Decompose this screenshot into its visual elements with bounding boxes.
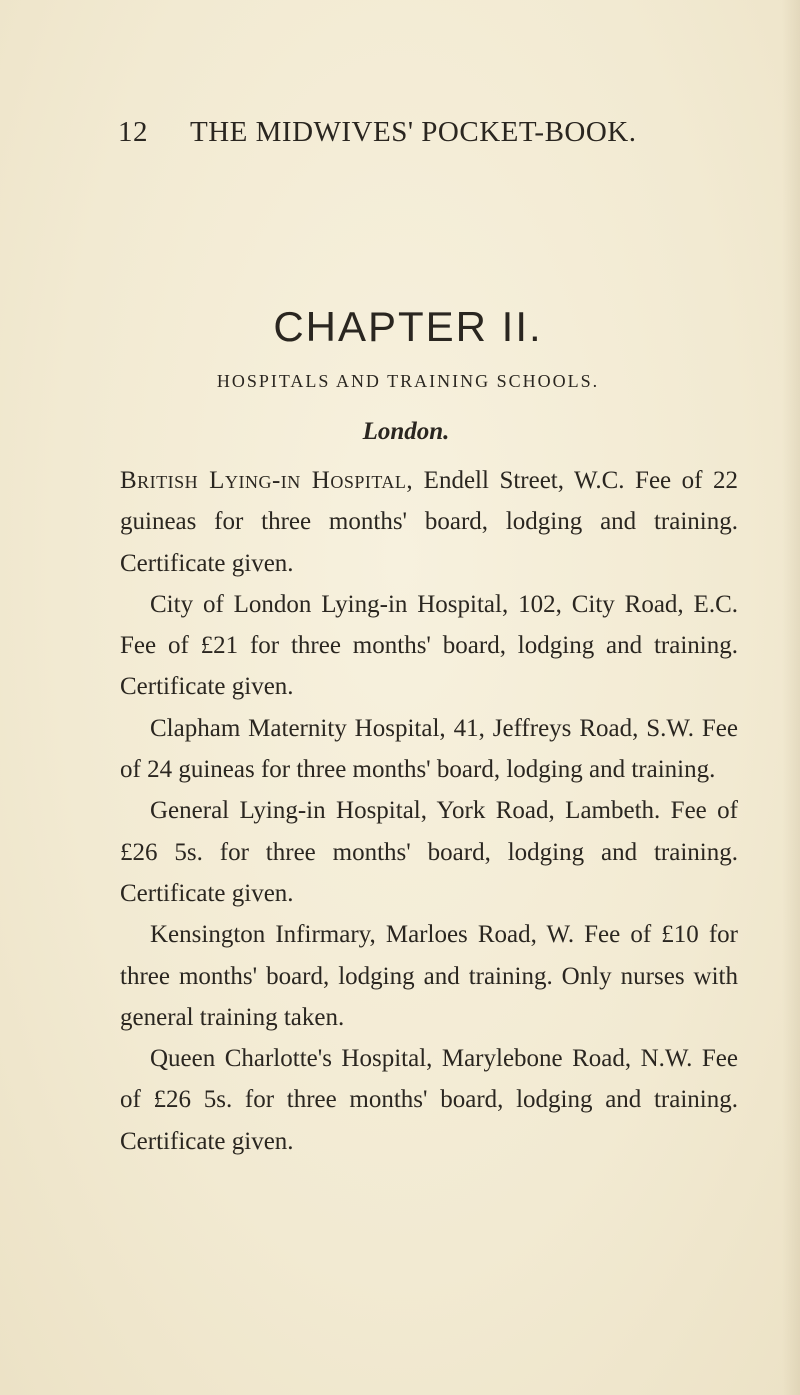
subsection-heading: London. [362, 418, 450, 445]
hospital-entry: City of London Lying-in Hospital, 102, City Road, E.C. Fee of £21 for three months' board, lodging and training. Certificate given. [120, 590, 738, 701]
hospital-details: Endell Street, W.C. Fee of 22 guineas for three months' board, lodging and training. Certificate given. [120, 467, 738, 577]
hospital-name: British Lying-in Hospital, [120, 467, 414, 494]
hospital-list [120, 460, 738, 1162]
hospital-entry [120, 460, 738, 584]
hospital-entry: General Lying-in Hospital, York Road, Lambeth. Fee of £26 5s. for three months' board, lodging and training. Certificate given. [120, 797, 738, 907]
section-heading: HOSPITALS AND TRAINING SCHOOLS. [216, 371, 600, 391]
chapter-title: CHAPTER II. [273, 303, 543, 350]
hospital-entry: Clapham Maternity Hospital, 41, Jeffreys Road, S.W. Fee of 24 guineas for three months' board, lodging and training. [120, 714, 738, 784]
running-title: THE MIDWIVES' POCKET-BOOK. [190, 116, 637, 148]
page-edge-shadow [782, 0, 800, 1395]
running-head [118, 116, 758, 149]
page-number: 12 [118, 116, 148, 148]
hospital-entry: Kensington Infirmary, Marloes Road, W. Fee of £10 for three months' board, lodging and training. Only nurses with general training taken. [120, 921, 738, 1031]
hospital-entry: Queen Charlotte's Hospital, Marylebone Road, N.W. Fee of £26 5s. for three months' board, lodging and training. Certificate given. [120, 1045, 738, 1155]
